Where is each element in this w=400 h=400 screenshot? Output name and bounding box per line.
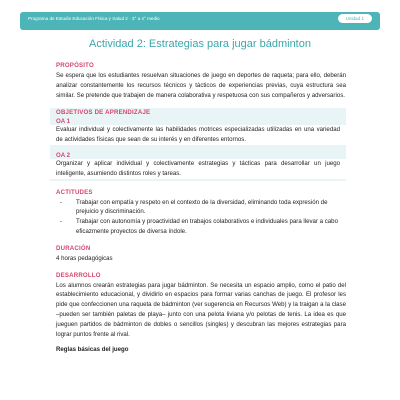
- oa1-band: [50, 125, 346, 145]
- attitude-text: Trabajar con empatía y respeto en el contexto de la diversidad, eliminando toda expresión de prejuicio y discriminación.: [76, 198, 328, 216]
- list-item: - Trabajar con autonomía y proactividad en trabajos colaborativos e individuales para llevar a cabo eficazmente proyectos de diversa índole.: [60, 218, 338, 235]
- duration-heading: DURACIÓN: [56, 244, 91, 252]
- purpose-section: [56, 62, 346, 100]
- duration-section: [56, 245, 346, 264]
- program-label: Programa de Estudio Educación Física y Salud 2 · 3° a 4° medio: [28, 16, 160, 21]
- purpose-text: Se espera que los estudiantes resuelvan situaciones de juego en deportes de raqueta; para ello, deberán analizar constantemente los recursos técnicos y tácticos de experiencias previas, cuya estructura sea similar. Se pretende que trabajen de manera colaborativa y respetuosa con sus compañeros y adversarios.: [56, 72, 346, 99]
- attitudes-heading: ACTITUDES: [56, 188, 93, 196]
- oa1-text: Evaluar individual y colectivamente las habilidades motrices especializadas utilizadas en una variedad de actividades físicas que sean de su interés y en diferentes entornos.: [56, 126, 340, 144]
- objectives-section: [50, 108, 346, 180]
- oa2-text: Organizar y aplicar individual y colectivamente estrategias y tácticas para desarrollar un juego inteligente, asumiendo distintos roles y tareas.: [56, 159, 340, 177]
- oa2-band: [50, 159, 346, 179]
- development-section: [56, 272, 346, 354]
- list-item: - Trabajar con empatía y respeto en el contexto de la diversidad, eliminando toda expresión de prejuicio y discriminación.: [60, 198, 328, 216]
- purpose-heading: PROPÓSITO: [56, 62, 94, 69]
- rules-subheading: Reglas básicas del juego: [56, 346, 129, 354]
- page-title: Actividad 2: Estrategias para jugar bádminton: [89, 38, 311, 50]
- duration-text: 4 horas pedagógicas: [56, 254, 113, 262]
- development-text: Los alumnos crearán estrategias para jugar bádminton. Se necesita un espacio amplio, como el patio del establecimiento educacional, y dividirlo en espacios para formar varias canchas de juego. El profesor les pide que confeccionen una raqueta de bádminton (ver sugerencia en Recursos Web) y la traigan a la clase –pueden ser también paletas de playa– junto con una pelota liviana y/o pelotas de tenis. La idea es que jueguen partidos de bádminton de dobles o sencillos (singles) y descubran las mejores estrategias para lograr puntos frente al rival.: [56, 281, 346, 338]
- activity-content: [56, 62, 346, 353]
- oa2-code: OA 2: [56, 151, 70, 159]
- header-bar: [20, 12, 380, 30]
- objectives-heading: OBJETIVOS DE APRENDIZAJE: [56, 109, 151, 117]
- attitudes-list: [56, 198, 346, 237]
- unit-badge: Unidad 1: [338, 14, 372, 23]
- oa1-code: OA 1: [56, 118, 70, 126]
- development-heading: DESARROLLO: [56, 271, 101, 279]
- attitudes-section: [56, 189, 346, 237]
- attitude-text: Trabajar con autonomía y proactividad en trabajos colaborativos e individuales para llevar a cabo eficazmente proyectos de diversa índole.: [76, 218, 338, 235]
